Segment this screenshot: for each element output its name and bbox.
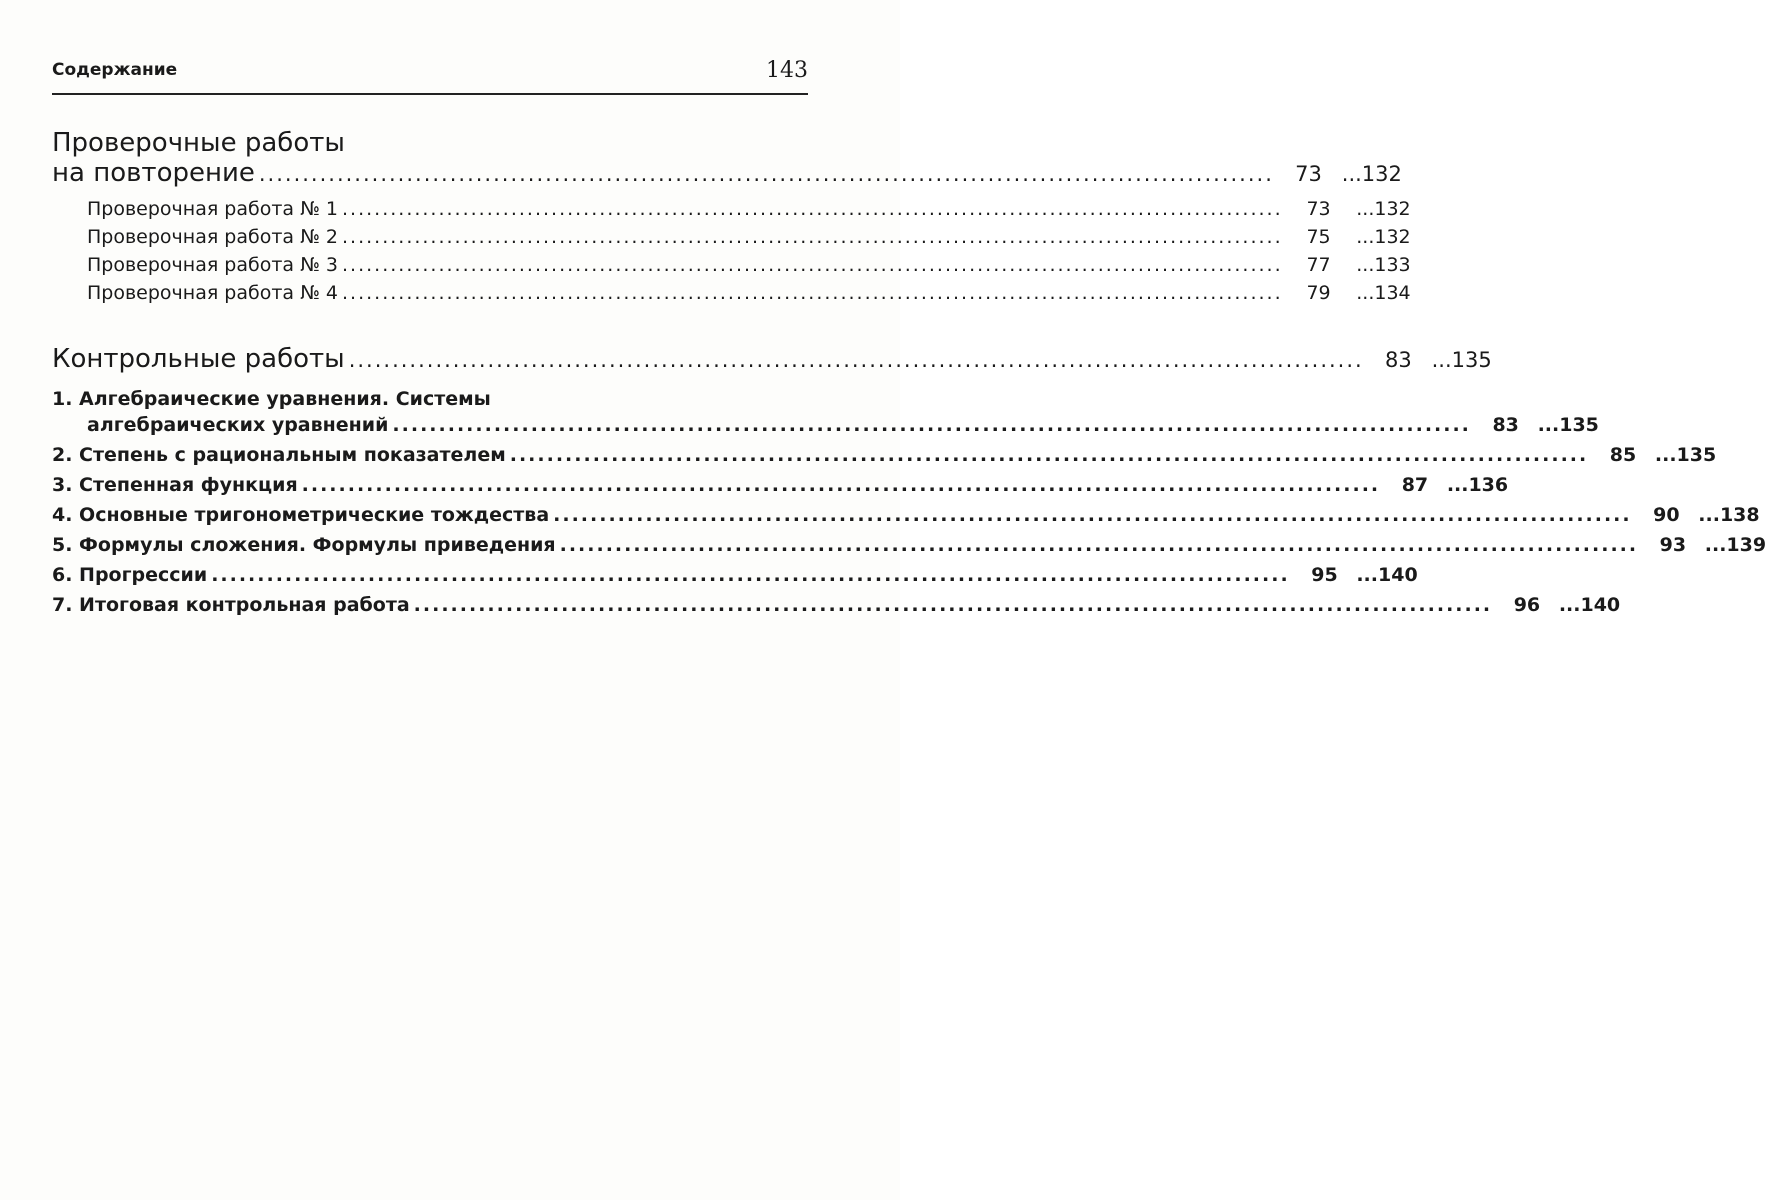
leader-dots: ..................................................................................................................... [342,254,1283,276]
toc-row[interactable] [52,414,1599,442]
leader-dots: ..................................................................................................................... [258,162,1274,186]
leader-dots: ..................................................................................................................... [392,414,1471,436]
leader-dots: ..................................................................................................................... [553,504,1632,526]
toc-page-answer: ...134 [1356,282,1411,304]
toc-page-answer: ...136 [1446,474,1509,496]
toc-label-line1: 1. Алгебраические уравнения. Системы [52,388,491,410]
toc-page-answer: ...133 [1356,254,1411,276]
toc-page-start: 77 [1306,254,1331,276]
toc-page-start: 79 [1306,282,1331,304]
toc-label: Проверочная работа № 1 [87,198,338,220]
page-number: 143 [766,58,808,83]
toc-page-answer: ...139 [1704,534,1766,556]
toc-label: 5. Формулы сложения. Формулы приведения [52,534,556,556]
toc-label: 3. Степенная функция [52,474,298,496]
toc-row[interactable] [52,282,1411,310]
toc-label: Контрольные работы [52,344,345,374]
toc-label: Проверочная работа № 4 [87,282,338,304]
leader-dots: ..................................................................................................................... [211,564,1290,586]
toc-page-answer: ...140 [1356,564,1418,586]
toc-row[interactable] [52,504,1760,532]
toc-row[interactable] [52,564,1418,592]
section-title-line1: Проверочные работы [52,128,345,158]
toc-page-start: 95 [1311,564,1338,586]
toc-label: Проверочная работа № 3 [87,254,338,276]
toc-page-start: 90 [1653,504,1680,526]
toc-page-start: 96 [1513,594,1541,616]
toc-label: Проверочная работа № 2 [87,226,338,248]
toc-row[interactable] [52,474,1509,502]
toc-page-answer: ...132 [1356,198,1411,220]
toc-page-answer: ...132 [1356,226,1411,248]
header-rule [52,93,808,95]
toc-page-answer: ...135 [1654,444,1717,466]
header-title: Содержание [52,60,178,80]
toc-page-start: 73 [1295,162,1322,186]
leader-dots: ..................................................................................................................... [342,198,1283,220]
leader-dots: ..................................................................................................................... [342,226,1283,248]
toc-page-answer: ...132 [1341,162,1402,186]
toc-label: 7. Итоговая контрольная работа [52,594,410,616]
toc-page-start: 75 [1306,226,1331,248]
toc-label: 2. Степень с рациональным показателем [52,444,506,466]
leader-dots: ..................................................................................................................... [559,534,1639,556]
leader-dots: ..................................................................................................................... [509,444,1589,466]
running-header [52,58,808,94]
toc-page-start: 73 [1306,198,1331,220]
toc-page-answer: ...135 [1537,414,1599,436]
toc-page-start: 87 [1401,474,1429,496]
toc-page-start: 83 [1492,414,1519,436]
toc-row[interactable] [52,254,1411,282]
toc-label: 6. Прогрессии [52,564,208,586]
leader-dots: ..................................................................................................................... [301,474,1381,496]
toc-label: 4. Основные тригонометрические тождества [52,504,550,526]
toc-page-start: 83 [1384,348,1412,372]
toc-row[interactable] [52,594,1621,622]
leader-dots: ..................................................................................................................... [413,594,1493,616]
toc-label: алгебраических уравнений [87,414,389,436]
toc-page-answer: ...135 [1431,348,1492,372]
leader-dots: ..................................................................................................................... [348,348,1364,372]
toc-row[interactable] [52,534,1766,562]
toc-page-start: 85 [1609,444,1637,466]
toc-page-answer: ...138 [1698,504,1760,526]
toc-row[interactable] [52,444,1717,472]
leader-dots: ..................................................................................................................... [342,282,1283,304]
toc-row[interactable] [52,198,1411,226]
toc-row-section-1[interactable] [52,158,1402,190]
toc-page-answer: ...140 [1558,594,1621,616]
toc-row[interactable] [52,226,1411,254]
toc-label: на повторение [52,158,255,188]
toc-page-start: 93 [1659,534,1687,556]
toc-row-section-2[interactable] [52,344,1492,376]
